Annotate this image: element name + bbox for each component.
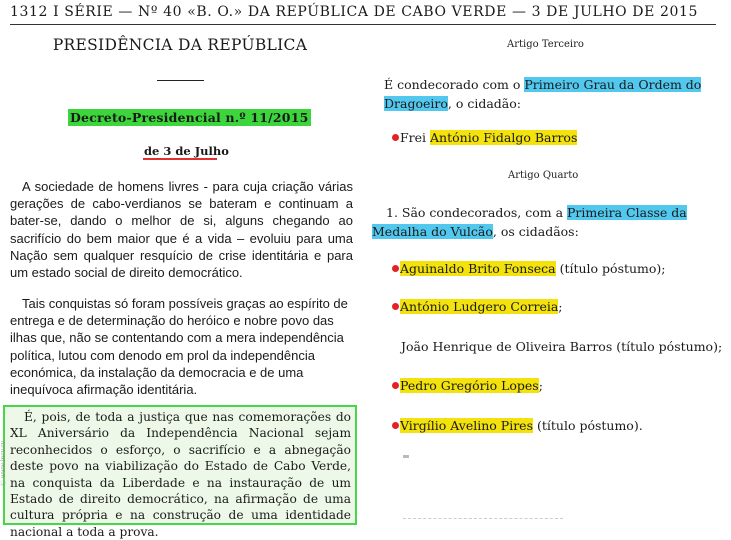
paragraph-1: A sociedade de homens livres - para cuja criação várias gerações de cabo-verdianos se bateram e continuam a bater-se, dando o melhor de si, alguns chegando ao sacrifício do bem maior que é a vida – evoluiu para uma Nação sem qualquer resquício de crise identitária e para um estado social de direito democrático.	[10, 179, 353, 281]
article-4-title: Artigo Quarto	[508, 170, 579, 181]
article-3-suffix: , o cidadão:	[447, 96, 521, 111]
presidency-title: PRESIDÊNCIA DA REPÚBLICA	[52, 36, 308, 54]
person-note: (título póstumo).	[533, 418, 643, 433]
page-header: 1312 I SÉRIE — Nº 40 «B. O.» DA REPÚBLICA DE CABO VERDE — 3 DE JULHO DE 2015	[10, 4, 699, 20]
list-item	[392, 297, 563, 316]
person-name: António Ludgero Correia	[400, 299, 559, 314]
person-note: ;	[538, 378, 543, 393]
decree-title: Decreto-Presidencial n.º 11/2015	[70, 110, 309, 125]
list-item	[392, 416, 643, 435]
red-marker-icon	[392, 382, 399, 389]
header-rule	[10, 24, 716, 25]
red-marker-icon	[392, 303, 399, 310]
person-note: (título póstumo);	[555, 261, 666, 276]
article-3-title: Artigo Terceiro	[507, 39, 584, 50]
list-item	[401, 337, 722, 356]
medal-name: Primeira Classe da Medalha do Vulcão	[372, 205, 687, 239]
red-marker-icon	[392, 422, 399, 429]
red-marker-icon	[392, 134, 399, 141]
person-name: Virgílio Avelino Pires	[400, 418, 533, 433]
order-name: Primeiro Grau da Ordem do Dragoeiro	[384, 77, 702, 111]
article-4-suffix: , os cidadãos:	[492, 224, 579, 239]
paragraph-3: É, pois, de toda a justiça que nas comemorações do XL Aniversário da Independência Nacional sejam reconhecidos o esforço, o sacrifício e a abnegação deste povo na viabilização do Estado de Cabo Verde, na conquista da Liberdade e na instauração de um Estado de direito democrático, na afirmação de uma cultura própria e na construção de uma identidade nacional a toda a prova.	[10, 410, 351, 539]
person-prefix: Frei	[400, 130, 431, 145]
person-name: António Fidalgo Barros	[430, 130, 578, 145]
article-4-intro: 1. São condecorados, com a	[386, 205, 568, 220]
list-item	[392, 259, 666, 278]
paragraph-2: Tais conquistas só foram possíveis graças ao espírito de entrega e de determinação do heróico e nobre povo das ilhas que, não se contentando com a mera independência política, lutou com denodo em prol da independência económica, da instalação da democracia e de uma inequívoca afirmação identitária.	[10, 296, 348, 398]
decree-date: de 3 de Julho	[144, 144, 229, 158]
article-3-body	[384, 75, 719, 113]
person-name: Pedro Gregório Lopes	[400, 378, 539, 393]
date-underline	[143, 158, 217, 160]
person-name: João Henrique de Oliveira Barros (título póstumo);	[401, 339, 723, 354]
person-name: Aguinaldo Brito Fonseca	[400, 261, 556, 276]
article-4-body	[372, 203, 722, 241]
faint-mark	[403, 455, 409, 458]
faint-cutoff-line	[403, 518, 563, 521]
title-divider	[157, 80, 204, 81]
side-watermark: Ⓒ www.incv.cv	[0, 441, 7, 486]
list-item	[392, 376, 543, 395]
article-3-person	[392, 128, 577, 147]
red-marker-icon	[392, 265, 399, 272]
article-3-intro: É condecorado com o	[384, 77, 525, 92]
person-note: ;	[558, 299, 563, 314]
